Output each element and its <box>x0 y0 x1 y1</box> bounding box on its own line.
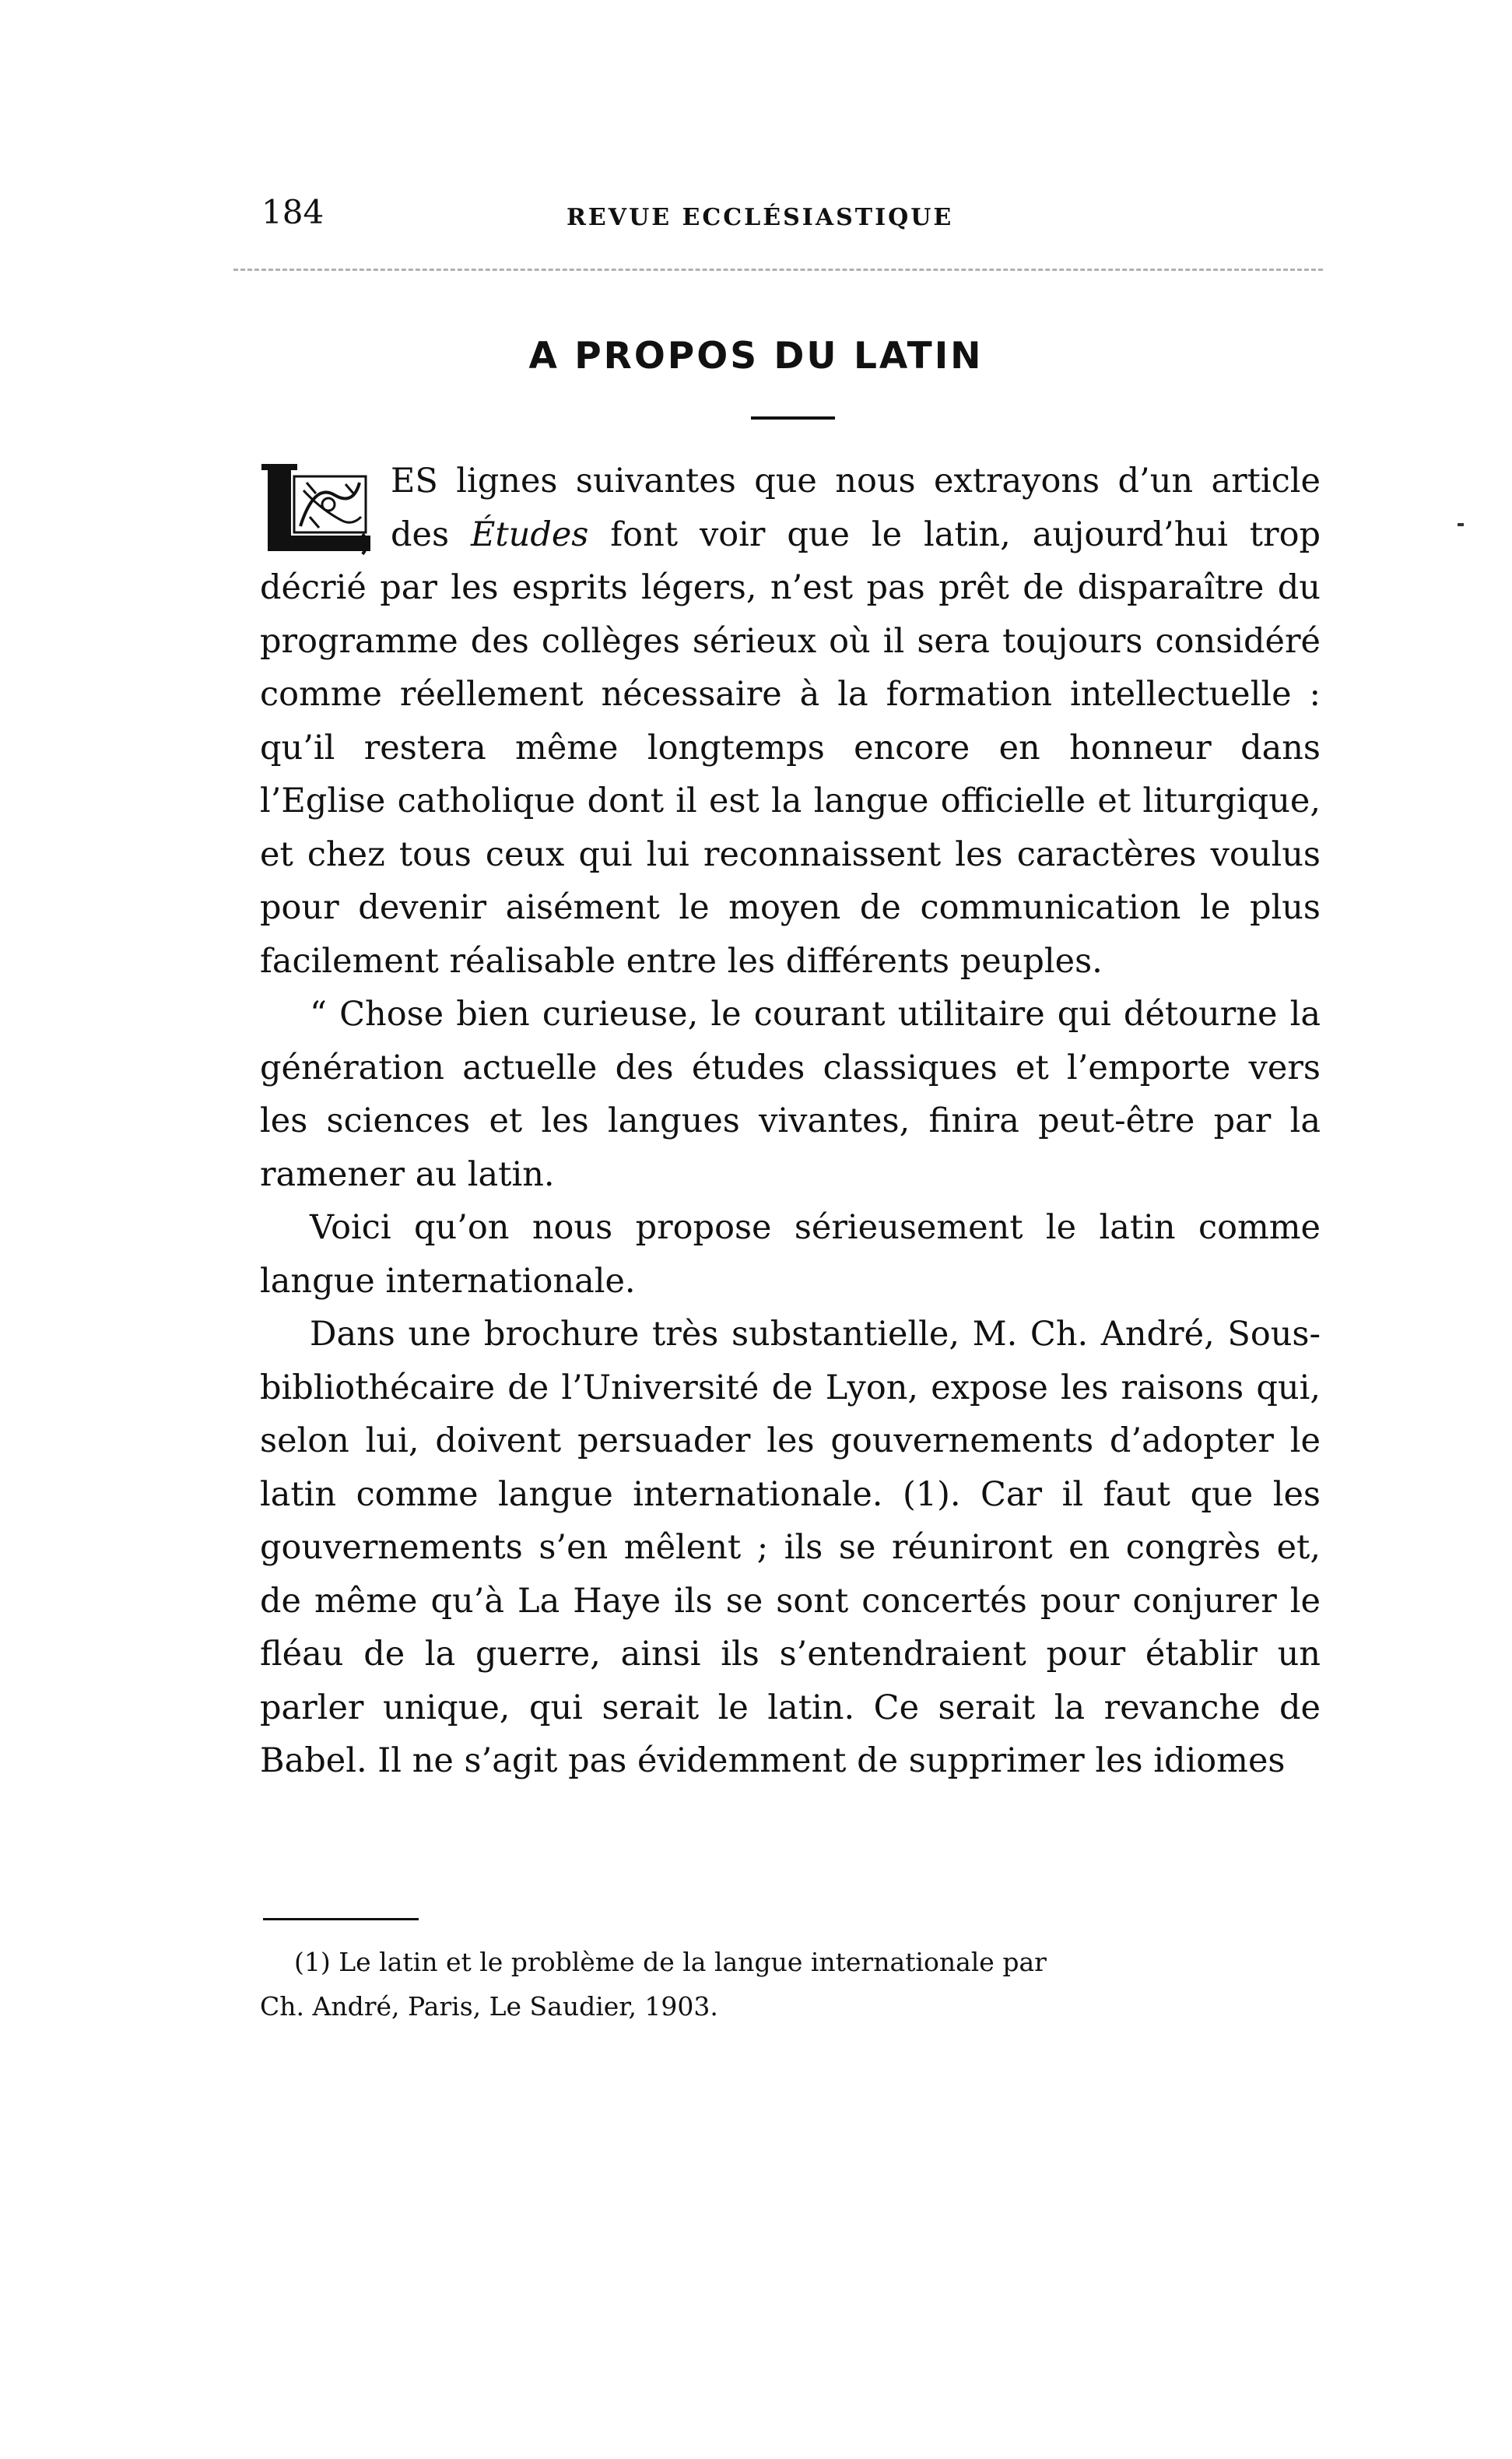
footnote <box>260 1940 1321 2029</box>
ornamental-dropcap <box>260 459 377 559</box>
footnote-line-2: Ch. André, Paris, Le Saudier, 1903. <box>260 1991 718 2022</box>
paragraph-1-text-a: ES lignes suivantes que nous extrayons d’un article des <box>391 462 1321 554</box>
journal-name: Études <box>470 515 589 554</box>
page-number: 184 <box>261 193 325 231</box>
article-body <box>260 455 1321 1788</box>
paragraph-2: “ Chose bien curieuse, le courant utilitaire qui détourne la génération actuelle des études classiques et l’emporte vers les sciences et les langues vivantes, finira peut-être par la ramener au latin. <box>260 995 1321 1194</box>
title-rule <box>751 416 835 420</box>
paragraph-1 <box>260 455 1321 988</box>
header-rule <box>233 269 1323 271</box>
page-header <box>261 193 1328 240</box>
article-title: A PROPOS DU LATIN <box>528 335 984 378</box>
paragraph-1-text-b: font voir que le latin, aujourd’hui trop décrié par les esprits légers, n’est pas prêt de disparaître du programme des collèges sérieux où il sera toujours considéré comme réellement nécessaire à la formation intellectuelle : qu’il restera même longtemps encore en honneur dans l’Eglise catholique dont il est la langue officielle et liturgique, et chez tous ceux qui lui reconnaissent les caractères voulus pour devenir aisément le moyen de communication le plus facilement réalisable entre les différents peuples. <box>260 515 1321 981</box>
scan-speck <box>1458 523 1464 526</box>
footnote-line-1: (1) Le latin et le problème de la langue internationale par <box>294 1947 1047 1977</box>
ornamental-l-icon <box>260 459 377 559</box>
paragraph-4: Dans une brochure très substantielle, M. Ch. André, Sous-bibliothécaire de l’Université de Lyon, expose les raisons qui, selon lui, doivent persuader les gouvernements d’adopter le latin comme langue internationale. (1). Car il faut que les gouvernements s’en mêlent ; ils se réuniront en congrès et, de même qu’à La Haye ils se sont concertés pour conjurer le fléau de la guerre, ainsi ils s’entendraient pour établir un parler unique, qui serait le latin. Ce serait la revanche de Babel. Il ne s’agit pas évidemment de supprimer les idiomes <box>260 1315 1321 1780</box>
running-head: REVUE ECCLÉSIASTIQUE <box>567 204 954 231</box>
footnote-rule <box>263 1918 419 1920</box>
paragraph-3: Voici qu’on nous propose sérieusement le latin comme langue internationale. <box>260 1208 1321 1301</box>
